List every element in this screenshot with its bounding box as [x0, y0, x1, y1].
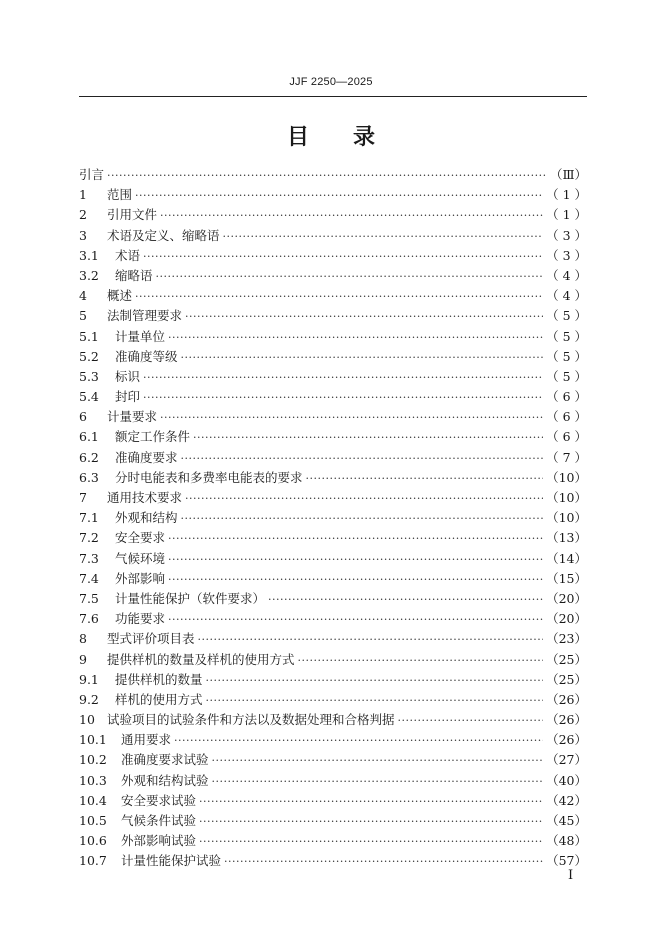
toc-dot-leader: [160, 411, 543, 424]
toc-entry[interactable]: [79, 165, 587, 185]
toc-dot-leader: [298, 654, 544, 667]
toc-entry-label: 引用文件: [107, 207, 158, 223]
toc-entry-number: 3.2: [79, 267, 99, 283]
toc-entry-label: 通用要求: [121, 732, 172, 748]
toc-entry-label: 气候条件试验: [121, 813, 197, 828]
toc-dot-leader: [206, 694, 544, 707]
toc-entry-page: （26）: [546, 712, 587, 728]
toc-entry-label: 外部影响: [115, 570, 166, 586]
toc-dot-leader: [199, 835, 543, 848]
toc-dot-leader: [212, 775, 544, 788]
toc-entry-page: （27）: [546, 752, 587, 768]
toc-entry[interactable]: [79, 226, 587, 246]
toc-dot-leader: [143, 250, 543, 263]
toc-entry-page: （ 1 ）: [546, 207, 587, 223]
toc-entry-label: 外观和结构: [115, 510, 178, 526]
toc-entry[interactable]: [79, 851, 587, 871]
toc-entry-page: （10）: [546, 510, 587, 526]
toc-entry-label: 计量性能保护（软件要求）: [115, 590, 266, 606]
toc-entry-number: 10.6: [79, 833, 107, 849]
toc-entry[interactable]: [79, 306, 587, 326]
toc-dot-leader: [198, 633, 544, 646]
toc-entry[interactable]: [79, 609, 587, 629]
toc-entry-number: 3.1: [79, 247, 99, 263]
toc-entry-number: 1: [79, 187, 87, 203]
toc-dot-leader: [135, 189, 543, 202]
toc-entry-label: 型式评价项目表: [107, 631, 195, 647]
toc-entry-number: 9.1: [79, 671, 99, 687]
toc-entry-number: 9.2: [79, 691, 99, 707]
toc-entry[interactable]: [79, 427, 587, 447]
toc-entry-number: 5.1: [79, 328, 99, 344]
toc-entry-label: 缩略语: [115, 267, 153, 283]
toc-entry-label: 术语: [115, 247, 141, 263]
toc-entry-page: （ 4 ）: [546, 267, 587, 283]
toc-entry-label: 引言: [79, 167, 105, 182]
toc-entry[interactable]: [79, 771, 587, 791]
toc-entry-number: 2: [79, 207, 87, 223]
toc-dot-leader: [168, 532, 543, 545]
table-of-contents: [79, 165, 587, 872]
toc-entry[interactable]: [79, 508, 587, 528]
toc-entry[interactable]: [79, 690, 587, 710]
toc-entry-page: （ 4 ）: [546, 288, 587, 304]
toc-entry-number: 10.1: [79, 732, 107, 748]
toc-entry-number: 7.6: [79, 611, 99, 627]
toc-dot-leader: [135, 290, 543, 303]
toc-entry-page: （ 5 ）: [546, 328, 587, 344]
toc-entry-page: （ 5 ）: [546, 348, 587, 364]
toc-entry-label: 通用技术要求: [107, 490, 183, 505]
toc-entry-label: 功能要求: [115, 611, 166, 627]
toc-entry-number: 5.2: [79, 348, 99, 364]
toc-dot-leader: [268, 593, 543, 606]
toc-entry-number: 5.4: [79, 389, 99, 405]
toc-entry-page: （10）: [546, 490, 587, 505]
toc-dot-leader: [206, 674, 544, 687]
toc-entry-label: 准确度要求试验: [121, 752, 209, 768]
toc-entry[interactable]: [79, 549, 587, 569]
toc-entry-label: 安全要求试验: [121, 792, 197, 808]
toc-dot-leader: [199, 795, 543, 808]
toc-entry[interactable]: [79, 185, 587, 205]
toc-dot-leader: [223, 230, 544, 243]
toc-entry[interactable]: [79, 407, 587, 427]
toc-dot-leader: [185, 492, 543, 505]
toc-entry-page: （57）: [546, 853, 587, 869]
toc-dot-leader: [224, 855, 543, 868]
toc-entry-label: 标识: [115, 368, 141, 384]
toc-dot-leader: [156, 270, 544, 283]
toc-entry-page: （25）: [546, 671, 587, 687]
toc-dot-leader: [181, 512, 544, 525]
toc-entry-number: 7.4: [79, 570, 99, 586]
page-title-char-2: 录: [353, 125, 376, 150]
toc-entry[interactable]: [79, 650, 587, 670]
toc-entry-page: （48）: [546, 833, 587, 849]
toc-entry-page: （45）: [546, 813, 587, 828]
toc-entry[interactable]: [79, 569, 587, 589]
toc-entry-number: 9: [79, 651, 87, 667]
toc-entry-number: 7.1: [79, 510, 99, 526]
toc-entry-label: 概述: [107, 288, 133, 304]
toc-entry-label: 外观和结构试验: [121, 772, 209, 788]
toc-entry-page: （20）: [546, 611, 587, 627]
toc-entry[interactable]: [79, 589, 587, 609]
toc-entry-number: 5: [79, 308, 87, 324]
toc-entry-page: （25）: [546, 651, 587, 667]
toc-entry[interactable]: [79, 528, 587, 548]
toc-entry-page: （40）: [546, 772, 587, 788]
toc-entry[interactable]: [79, 286, 587, 306]
toc-dot-leader: [181, 452, 544, 465]
toc-entry-label: 计量性能保护试验: [121, 853, 222, 869]
toc-entry-label: 术语及定义、缩略语: [107, 227, 220, 243]
toc-entry-label: 试验项目的试验条件和方法以及数据处理和合格判据: [107, 712, 395, 728]
toc-entry-label: 计量要求: [107, 409, 158, 425]
toc-entry-number: 6.2: [79, 449, 99, 465]
toc-entry-page: （ 6 ）: [546, 429, 587, 445]
toc-entry-number: 8: [79, 631, 87, 647]
toc-entry-page: （26）: [546, 732, 587, 748]
toc-entry-number: 6.1: [79, 429, 99, 445]
toc-entry[interactable]: [79, 266, 587, 286]
toc-entry-page: （15）: [546, 570, 587, 586]
toc-entry-number: 10.2: [79, 752, 107, 768]
toc-entry-number: 10.5: [79, 813, 107, 828]
toc-entry-label: 提供样机的数量: [115, 671, 203, 687]
toc-entry-label: 准确度等级: [115, 348, 178, 364]
page-number: I: [568, 868, 574, 883]
toc-dot-leader: [160, 209, 543, 222]
toc-entry[interactable]: [79, 670, 587, 690]
toc-entry-label: 外部影响试验: [121, 833, 197, 849]
toc-entry[interactable]: [79, 367, 587, 387]
toc-entry[interactable]: [79, 730, 587, 750]
page-title-char-1: 目: [286, 125, 309, 150]
toc-entry-number: 10.7: [79, 853, 107, 869]
toc-entry-label: 样机的使用方式: [115, 691, 203, 707]
toc-dot-leader: [143, 371, 543, 384]
toc-entry-number: 10.4: [79, 792, 107, 808]
toc-entry-page: （ 5 ）: [546, 308, 587, 324]
header-divider: [79, 96, 587, 97]
toc-dot-leader: [168, 331, 543, 344]
toc-entry[interactable]: [79, 205, 587, 225]
toc-dot-leader: [168, 553, 543, 566]
toc-entry-number: 10.3: [79, 772, 107, 788]
toc-dot-leader: [143, 391, 543, 404]
toc-entry-label: 范围: [107, 187, 133, 203]
toc-entry[interactable]: [79, 347, 587, 367]
toc-entry-number: 6: [79, 409, 87, 425]
toc-entry[interactable]: [79, 831, 587, 851]
toc-entry-number: 10: [79, 712, 95, 728]
toc-entry-page: （ 1 ）: [546, 187, 587, 203]
toc-dot-leader: [107, 169, 547, 182]
toc-dot-leader: [199, 815, 543, 828]
toc-entry-page: （ 5 ）: [546, 368, 587, 384]
toc-entry-page: （14）: [546, 550, 587, 566]
toc-entry-number: 4: [79, 288, 87, 304]
toc-dot-leader: [168, 613, 543, 626]
toc-entry-page: （42）: [546, 792, 587, 808]
toc-entry-number: 7.3: [79, 550, 99, 566]
toc-entry-label: 封印: [115, 389, 141, 405]
toc-entry-page: （13）: [546, 530, 587, 546]
toc-dot-leader: [398, 714, 544, 727]
toc-entry-number: 7.2: [79, 530, 99, 546]
toc-entry[interactable]: [79, 327, 587, 347]
document-code-header: JJF 2250—2025: [289, 76, 373, 88]
toc-dot-leader: [306, 472, 544, 485]
toc-dot-leader: [168, 573, 543, 586]
toc-dot-leader: [174, 734, 543, 747]
toc-entry-number: 5.3: [79, 368, 99, 384]
toc-entry-label: 计量单位: [115, 328, 166, 344]
toc-entry-number: 3: [79, 227, 87, 243]
toc-entry[interactable]: [79, 791, 587, 811]
toc-entry-number: 7.5: [79, 590, 99, 606]
toc-entry-page: （ 7 ）: [546, 449, 587, 465]
toc-entry-page: （ 3 ）: [546, 247, 587, 263]
toc-entry-label: 准确度要求: [115, 449, 178, 465]
page-title: [0, 120, 662, 151]
toc-entry-label: 额定工作条件: [115, 429, 191, 445]
toc-entry-page: （10）: [546, 469, 587, 485]
toc-dot-leader: [181, 351, 544, 364]
toc-entry[interactable]: [79, 750, 587, 770]
toc-entry-label: 提供样机的数量及样机的使用方式: [107, 651, 295, 667]
toc-entry-number: 6.3: [79, 469, 99, 485]
toc-entry-number: 7: [79, 490, 87, 505]
toc-entry-page: （ 3 ）: [546, 227, 587, 243]
toc-dot-leader: [212, 754, 544, 767]
toc-entry-page: （ 6 ）: [546, 389, 587, 405]
toc-entry[interactable]: [79, 246, 587, 266]
toc-entry-label: 安全要求: [115, 530, 166, 546]
toc-entry[interactable]: [79, 448, 587, 468]
toc-entry-page: （26）: [546, 691, 587, 707]
toc-dot-leader: [193, 431, 543, 444]
toc-dot-leader: [185, 310, 543, 323]
toc-entry[interactable]: [79, 629, 587, 649]
toc-entry-label: 气候环境: [115, 550, 166, 566]
toc-entry[interactable]: [79, 488, 587, 508]
toc-entry[interactable]: [79, 811, 587, 831]
toc-entry-label: 法制管理要求: [107, 308, 183, 324]
toc-entry-page: （23）: [546, 631, 587, 647]
toc-entry-page: （Ⅲ）: [549, 167, 587, 182]
toc-entry[interactable]: [79, 387, 587, 407]
toc-entry-label: 分时电能表和多费率电能表的要求: [115, 469, 303, 485]
toc-entry[interactable]: [79, 468, 587, 488]
toc-entry[interactable]: [79, 710, 587, 730]
toc-entry-page: （20）: [546, 590, 587, 606]
toc-entry-page: （ 6 ）: [546, 409, 587, 425]
